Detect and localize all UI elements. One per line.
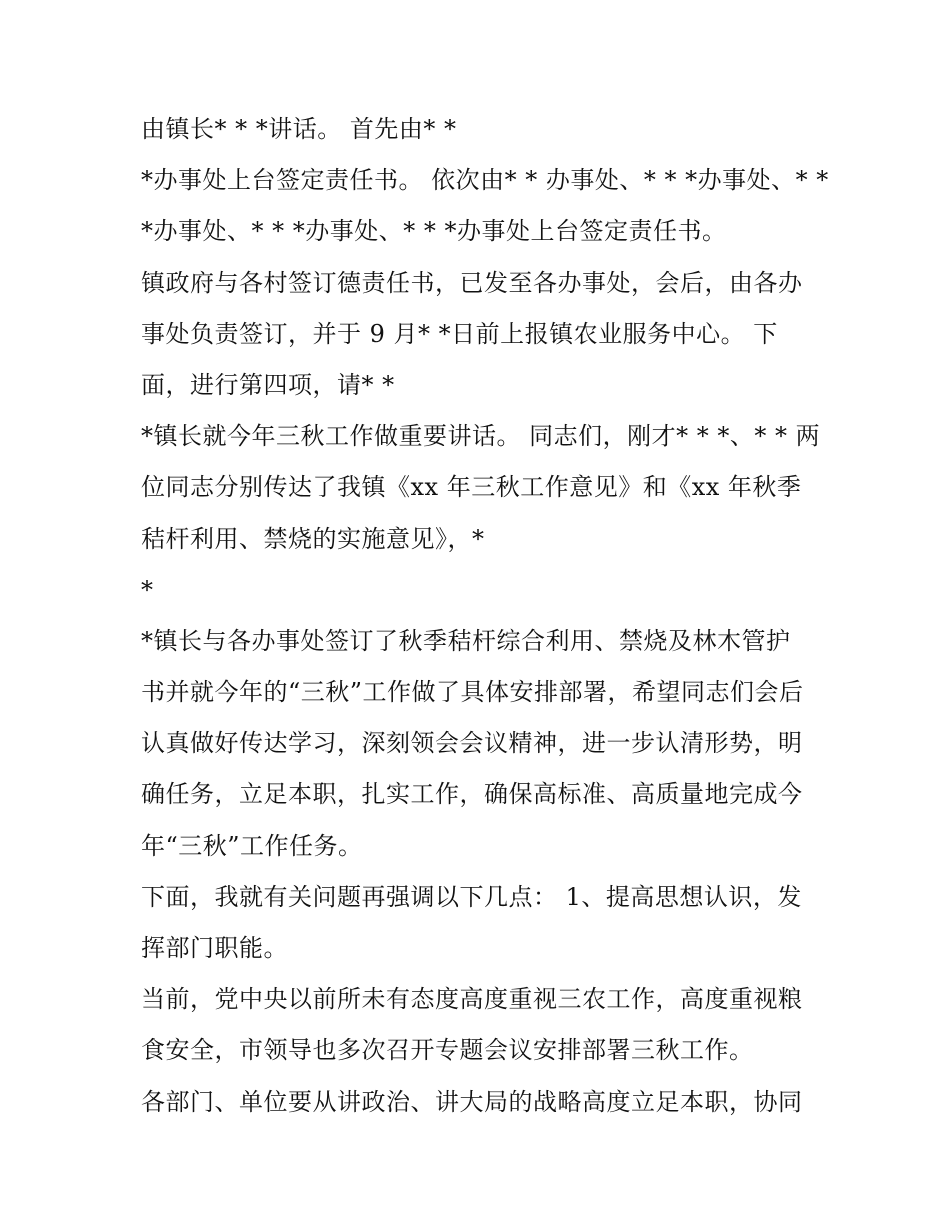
text-line: 挥部门职能。 (141, 934, 288, 962)
text-line: 面，进行第四项，请* * (141, 370, 395, 399)
text-line: 书并就今年的“三秋”工作做了具体安排部署，希望同志们会后 (141, 678, 804, 707)
text-line: *办事处上台签定责任书。 依次由* * 办事处、* * *办事处、* * (141, 166, 829, 195)
text-line: *镇长就今年三秋工作做重要讲话。 同志们，刚才* * *、* * 两 (141, 422, 821, 451)
text-line: 当前，党中央以前所未有态度高度重视三农工作，高度重视粮 (141, 985, 803, 1014)
text-line: *镇长与各办事处签订了秋季秸杆综合利用、禁烧及林木管护 (141, 626, 791, 655)
text-line: *办事处、* * *办事处、* * *办事处上台签定责任书。 (141, 217, 727, 246)
text-line: 秸杆利用、禁烧的实施意见》，* (141, 524, 485, 553)
text-line: 年“三秋”工作任务。 (141, 831, 363, 860)
text-line: 由镇长* * *讲话。 首先由* * (141, 115, 457, 143)
body-text (141, 110, 829, 1134)
text-line: * (141, 575, 154, 604)
text-line: 镇政府与各村签订德责任书，已发至各办事处，会后，由各办 (141, 268, 803, 297)
text-line: 各部门、单位要从讲政治、讲大局的战略高度立足本职，协同 (141, 1087, 803, 1116)
text-line: 事处负责签订，并于 9 月* *日前上报镇农业服务中心。 下 (141, 319, 778, 348)
text-line: 认真做好传达学习，深刻领会会议精神，进一步认清形势，明 (141, 729, 803, 758)
text-line: 食安全，市领导也多次召开专题会议安排部署三秋工作。 (141, 1036, 754, 1065)
text-line: 下面，我就有关问题再强调以下几点： 1、提高思想认识，发 (141, 882, 802, 911)
text-line: 位同志分别传达了我镇《xx 年三秋工作意见》和《xx 年秋季 (141, 473, 802, 502)
text-line: 确任务，立足本职，扎实工作，确保高标准、高质量地完成今 (141, 780, 803, 809)
